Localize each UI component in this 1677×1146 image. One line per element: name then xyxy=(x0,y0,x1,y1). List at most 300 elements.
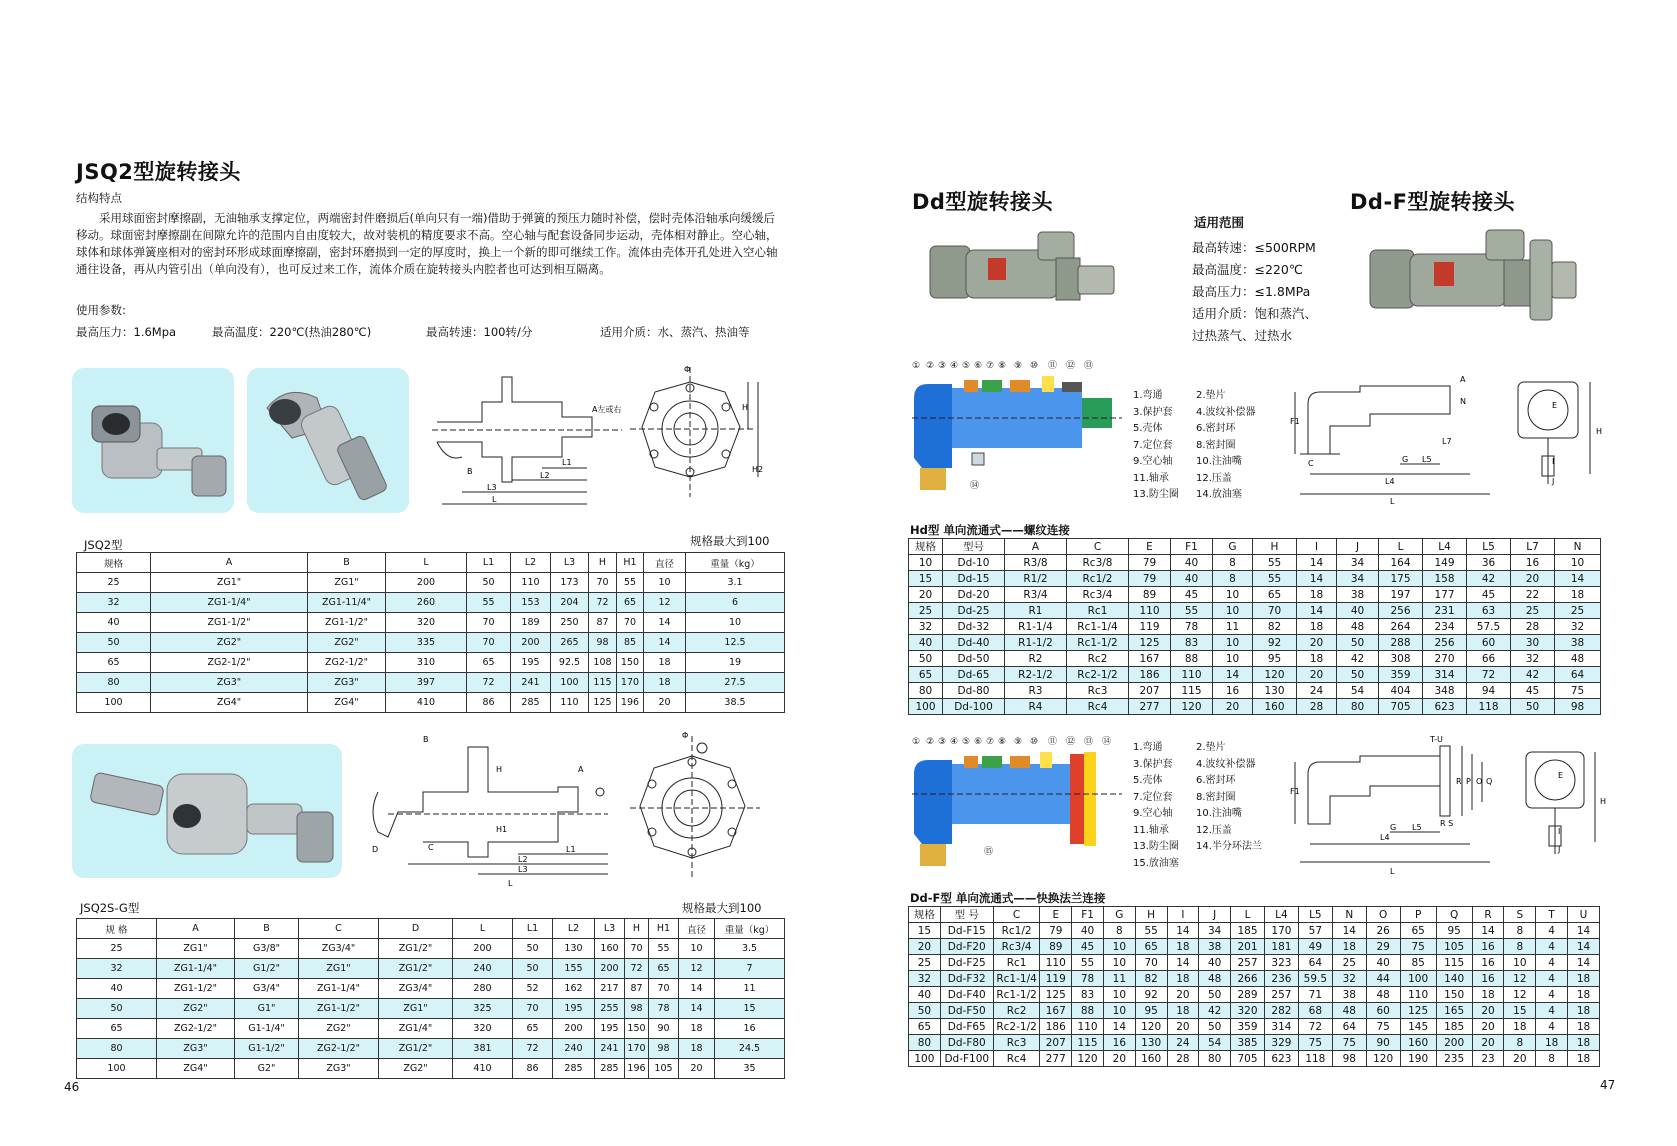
legend2-item: 9.空心轴 xyxy=(1133,808,1173,819)
table-cell: 100 xyxy=(551,673,589,693)
legend2-item: 5.壳体 xyxy=(1133,775,1163,786)
table-cell: 15 xyxy=(715,999,785,1019)
param-pressure: 最高压力：1.6Mpa xyxy=(76,325,177,339)
table-cell: 105 xyxy=(649,1059,679,1079)
table-cell: 68 xyxy=(1298,1003,1332,1019)
legend1-item: 14.放油塞 xyxy=(1196,489,1242,500)
table-cell: 308 xyxy=(1379,651,1423,667)
table-cell: 705 xyxy=(1379,699,1423,715)
table-cell: 40 xyxy=(909,987,941,1003)
table-cell: 150 xyxy=(1436,987,1472,1003)
table-cell: ZG1-1/2" xyxy=(299,999,379,1019)
table-header-row xyxy=(77,919,785,939)
legend1-item: 8.密封圈 xyxy=(1196,439,1236,451)
column-header: B xyxy=(308,553,386,573)
table-row xyxy=(909,699,1601,715)
table-cell: Dd-80 xyxy=(943,683,1005,699)
label-h1-2: H1 xyxy=(496,825,508,834)
legend1-item: 3.保护套 xyxy=(1133,406,1173,418)
table-cell: 190 xyxy=(1400,1051,1436,1067)
range-medium-2: 过热蒸气、过热水 xyxy=(1192,328,1293,343)
dim-l5-2: L5 xyxy=(1412,823,1422,832)
table-cell: G1-1/4" xyxy=(235,1019,299,1039)
table-cell: 234 xyxy=(1423,619,1467,635)
legend1-item: 1.弯通 xyxy=(1133,390,1163,401)
table-cell: 10 xyxy=(1555,555,1601,571)
table-cell: 40 xyxy=(909,635,943,651)
table-cell: 50 xyxy=(77,633,151,653)
table-cell: 16 xyxy=(1103,1035,1135,1051)
part-num-8: ⑧ xyxy=(998,737,1007,747)
part-num-7: ⑦ xyxy=(986,361,995,371)
table-cell: 27.5 xyxy=(686,673,785,693)
table-cell: 80 xyxy=(909,683,943,699)
table-cell: 282 xyxy=(1264,1003,1298,1019)
table-cell: 85 xyxy=(617,633,644,653)
table-cell: 10 xyxy=(1103,1003,1135,1019)
table-cell: 34 xyxy=(1337,571,1379,587)
table-cell: 125 xyxy=(1400,1003,1436,1019)
table-cell: 14 xyxy=(1167,955,1199,971)
part-num-10: ⑩ xyxy=(1030,361,1039,371)
table-cell: 70 xyxy=(1135,955,1167,971)
table-cell: G3/8" xyxy=(235,939,299,959)
table-cell: 11 xyxy=(1103,971,1135,987)
table-cell: 119 xyxy=(1129,619,1171,635)
table-cell: 18 xyxy=(1297,587,1337,603)
legend1-item: 6.密封环 xyxy=(1196,423,1236,434)
table-cell: 65 xyxy=(649,959,679,979)
table-cell: Dd-F100 xyxy=(940,1051,993,1067)
table-row xyxy=(909,987,1600,1003)
table-cell: 11 xyxy=(715,979,785,999)
table-cell: Dd-F15 xyxy=(940,923,993,939)
table-cell: 60 xyxy=(1467,635,1511,651)
table-cell: 200 xyxy=(511,633,551,653)
table-cell: 50 xyxy=(1511,699,1555,715)
table-cell: ZG1" xyxy=(308,573,386,593)
column-header: R xyxy=(1472,907,1504,923)
range-pressure: 最高压力：≤1.8MPa xyxy=(1192,284,1311,299)
part-num-13: ⑬ xyxy=(1084,737,1094,747)
part-num-3: ③ xyxy=(938,361,947,371)
table-cell: ZG1/4" xyxy=(379,1019,453,1039)
table-cell: 18 xyxy=(1568,971,1600,987)
table-cell: 55 xyxy=(617,573,644,593)
table-cell: 4 xyxy=(1536,987,1568,1003)
label-phi: Φ xyxy=(684,365,691,374)
table-cell: ZG1-11/4" xyxy=(308,593,386,613)
table-cell: ZG1-1/4" xyxy=(299,979,379,999)
jsq2-end-view xyxy=(630,362,768,512)
table-cell: R3/4 xyxy=(1005,587,1067,603)
table-row xyxy=(77,693,785,713)
part-num-14: ⑭ xyxy=(1102,737,1112,747)
table-cell: 55 xyxy=(1171,603,1213,619)
param-speed: 最高转速：100转/分 xyxy=(426,325,533,339)
table-cell: Rc3 xyxy=(1067,683,1129,699)
table-cell: ZG2" xyxy=(157,999,235,1019)
table-cell: 314 xyxy=(1264,1019,1298,1035)
table-cell: 14 xyxy=(1297,603,1337,619)
jsq2s-g-end-view xyxy=(630,728,770,888)
table-cell: 20 xyxy=(909,587,943,603)
table-row xyxy=(77,939,785,959)
table-cell: Rc2-1/2 xyxy=(1067,667,1129,683)
table-cell: ZG1-1/2" xyxy=(151,613,308,633)
column-header: L5 xyxy=(1298,907,1332,923)
table-cell: 14 xyxy=(1297,571,1337,587)
table-cell: 118 xyxy=(1467,699,1511,715)
table-cell: 65 xyxy=(617,593,644,613)
table-cell: 20 xyxy=(1472,1003,1504,1019)
table-cell: 11 xyxy=(1213,619,1253,635)
table-cell: R1/2 xyxy=(1005,571,1067,587)
table-cell: ZG1-1/4" xyxy=(157,959,235,979)
table-cell: 18 xyxy=(1555,587,1601,603)
column-header: L7 xyxy=(1511,539,1555,555)
table-cell: 70 xyxy=(1253,603,1297,619)
table-cell: 20 xyxy=(1213,699,1253,715)
table-cell: 14 xyxy=(1103,1019,1135,1035)
table-cell: 16 xyxy=(1511,555,1555,571)
table-cell: 118 xyxy=(1298,1051,1332,1067)
table-row xyxy=(909,683,1601,699)
table-cell: 70 xyxy=(513,999,553,1019)
label-l3-2: L3 xyxy=(518,865,528,874)
part-num-13: ⑬ xyxy=(1084,361,1094,371)
part-num-1: ① xyxy=(912,737,921,747)
table-cell: 66 xyxy=(1467,651,1511,667)
table-cell: 160 xyxy=(1135,1051,1167,1067)
table-cell: ZG2-1/2" xyxy=(308,653,386,673)
dim-l: L xyxy=(1390,497,1395,506)
table-cell: 78 xyxy=(1171,619,1213,635)
param-temperature: 最高温度：220℃(热油280℃) xyxy=(212,325,372,339)
column-header: H1 xyxy=(617,553,644,573)
jsq2-photo-side xyxy=(247,368,409,513)
table-cell: 10 xyxy=(1504,955,1536,971)
dd-photo xyxy=(928,228,1116,316)
table-cell: 196 xyxy=(617,693,644,713)
table-row xyxy=(909,667,1601,683)
table-cell: 250 xyxy=(551,613,589,633)
column-header: L4 xyxy=(1264,907,1298,923)
table-cell: 381 xyxy=(453,1039,513,1059)
table-cell: 385 xyxy=(1231,1035,1265,1051)
table1-caption: JSQ2型 xyxy=(84,538,123,552)
table-cell: 95 xyxy=(1436,923,1472,939)
column-header: L1 xyxy=(467,553,511,573)
column-header: L xyxy=(1231,907,1265,923)
dim-g-2: G xyxy=(1390,823,1397,832)
page-title-dd-f: Dd-F型旋转接头 xyxy=(1350,190,1516,214)
table-cell: 200 xyxy=(386,573,467,593)
table-cell: 10 xyxy=(1103,955,1135,971)
table-cell: ZG1-1/2" xyxy=(157,979,235,999)
table-cell: R1-1/2 xyxy=(1005,635,1067,651)
table-cell: 149 xyxy=(1423,555,1467,571)
table-cell: 241 xyxy=(595,1039,625,1059)
jsq2s-g-photo xyxy=(72,744,342,878)
table-cell: 70 xyxy=(649,979,679,999)
table-cell: 25 xyxy=(909,603,943,619)
column-header: E xyxy=(1040,907,1072,923)
table-cell: Dd-F32 xyxy=(940,971,993,987)
table-cell: 270 xyxy=(1423,651,1467,667)
table-cell: 72 xyxy=(513,1039,553,1059)
table-cell: ZG2" xyxy=(379,1059,453,1079)
table-cell: 54 xyxy=(1337,683,1379,699)
table-cell: Rc3 xyxy=(993,1035,1040,1051)
page-number-left: 46 xyxy=(64,1080,80,1094)
table-cell: 50 xyxy=(1199,1019,1231,1035)
table-cell: 80 xyxy=(1337,699,1379,715)
table-cell: 95 xyxy=(1135,1003,1167,1019)
table-cell: 88 xyxy=(1072,1003,1104,1019)
table-cell: ZG3" xyxy=(157,1039,235,1059)
table-cell: 20 xyxy=(1167,987,1199,1003)
table-row xyxy=(77,673,785,693)
table-cell: ZG2" xyxy=(299,1019,379,1039)
table-cell: 42 xyxy=(1199,1003,1231,1019)
table-cell: 18 xyxy=(1167,939,1199,955)
table-cell: 18 xyxy=(644,653,686,673)
table-cell: 75 xyxy=(1298,1035,1332,1051)
column-header: L3 xyxy=(551,553,589,573)
table-cell: Rc4 xyxy=(1067,699,1129,715)
hd-spec-table xyxy=(908,538,1601,715)
table-cell: 65 xyxy=(77,653,151,673)
column-header: 直径 xyxy=(679,919,715,939)
table-cell: 14 xyxy=(1568,939,1600,955)
part-num-5: ⑤ xyxy=(962,737,971,747)
table-cell: 185 xyxy=(1231,923,1265,939)
table-cell: 25 xyxy=(1332,955,1366,971)
dim-l4-2: L4 xyxy=(1380,833,1390,842)
table-cell: 50 xyxy=(513,939,553,959)
feature-heading: 结构特点 xyxy=(76,191,122,205)
table-cell: 70 xyxy=(589,573,617,593)
table-cell: 25 xyxy=(1555,603,1601,619)
table-cell: 87 xyxy=(589,613,617,633)
table-cell: 158 xyxy=(1423,571,1467,587)
table-cell: 24 xyxy=(1167,1035,1199,1051)
table-cell: 65 xyxy=(909,667,943,683)
dd-f-dimension-drawing xyxy=(1290,734,1610,884)
table-cell: 241 xyxy=(511,673,551,693)
table-cell: 10 xyxy=(1103,939,1135,955)
table-cell: 60 xyxy=(1366,1003,1400,1019)
table-cell: 130 xyxy=(553,939,595,959)
table-cell: 200 xyxy=(1436,1035,1472,1051)
table-cell: 177 xyxy=(1423,587,1467,603)
dim-a: A xyxy=(1460,375,1466,384)
label-c-2: C xyxy=(428,843,434,852)
table-cell: 16 xyxy=(1213,683,1253,699)
table-row xyxy=(909,587,1601,603)
table-cell: 160 xyxy=(595,939,625,959)
table-cell: 260 xyxy=(386,593,467,613)
label-l2: L2 xyxy=(540,471,550,480)
legend1-item: 4.波纹补偿器 xyxy=(1196,406,1256,418)
table-cell: 63 xyxy=(1467,603,1511,619)
table-cell: 32 xyxy=(1511,651,1555,667)
table-cell: 217 xyxy=(595,979,625,999)
table-cell: ZG4" xyxy=(151,693,308,713)
dd-part-legend xyxy=(1133,388,1276,504)
table-cell: 15 xyxy=(909,923,941,939)
table-cell: 32 xyxy=(909,619,943,635)
part-num-3: ③ xyxy=(938,737,947,747)
table-cell: 49 xyxy=(1298,939,1332,955)
table-cell: 207 xyxy=(1040,1035,1072,1051)
rotary-joint-image xyxy=(72,368,234,513)
table-cell: 48 xyxy=(1337,619,1379,635)
table-cell: 80 xyxy=(1199,1051,1231,1067)
table-cell: 38 xyxy=(1199,939,1231,955)
table-cell: R3/8 xyxy=(1005,555,1067,571)
table-cell: 623 xyxy=(1264,1051,1298,1067)
table-cell: 231 xyxy=(1423,603,1467,619)
table-cell: 55 xyxy=(467,593,511,613)
column-header: N xyxy=(1332,907,1366,923)
table-cell: 288 xyxy=(1379,635,1423,651)
table-cell: R2-1/2 xyxy=(1005,667,1067,683)
jsq2s-g-spec-table xyxy=(76,918,785,1079)
table-cell: 236 xyxy=(1264,971,1298,987)
table-cell: Dd-20 xyxy=(943,587,1005,603)
table-cell: 65 xyxy=(77,1019,157,1039)
label-l3: L3 xyxy=(487,483,497,492)
table-row xyxy=(77,979,785,999)
table-cell: 165 xyxy=(1436,1003,1472,1019)
table-cell: 35 xyxy=(715,1059,785,1079)
dd-f-cutaway-drawing xyxy=(912,734,1132,874)
feature-text: 采用球面密封摩擦副，无油轴承支撑定位，两端密封件磨损后(单向只有一端)借助于弹簧的预压力随时补偿，偿时壳体沿轴承向缓缓后移动。球面密封摩擦副在间隙允许的范围内自由度较大，故对装机的精度要求不高。空心轴与配套设备同步运动，壳体相对静止。空心轴，球体和球体弹簧座相对的密封环形成球面摩擦副，密封环磨损到一定的厚度时，换上一个新的即可继续工作。流体由壳体开孔处进入空心轴通往设备，再从内管引出（单向没有），也可反过来工作，流体介质在旋转接头内腔者也可达到相互隔离。 xyxy=(76,211,778,276)
table-cell: 10 xyxy=(1213,651,1253,667)
table-cell: 110 xyxy=(1072,1019,1104,1035)
table-cell: 10 xyxy=(679,939,715,959)
table-cell: 18 xyxy=(1568,987,1600,1003)
dd-f-spec-table xyxy=(908,906,1600,1067)
table-cell: 14 xyxy=(1167,923,1199,939)
rotary-joint-image-2 xyxy=(247,368,409,513)
jsq2-section-drawing xyxy=(432,362,622,517)
table-cell: 153 xyxy=(511,593,551,613)
table-cell: 623 xyxy=(1423,699,1467,715)
table-cell: 204 xyxy=(551,593,589,613)
table-cell: 40 xyxy=(1366,955,1400,971)
table-cell: 265 xyxy=(551,633,589,653)
table-cell: 92 xyxy=(1135,987,1167,1003)
dd-cutaway-drawing xyxy=(912,358,1122,502)
table-cell: 8 xyxy=(1504,923,1536,939)
table-cell: 32 xyxy=(1332,971,1366,987)
column-header: G xyxy=(1103,907,1135,923)
table-cell: 266 xyxy=(1231,971,1265,987)
table-cell: 120 xyxy=(1135,1019,1167,1035)
table-cell: 32 xyxy=(77,959,157,979)
table-cell: 320 xyxy=(386,613,467,633)
table-cell: 150 xyxy=(617,653,644,673)
table-cell: 167 xyxy=(1129,651,1171,667)
legend2-item: 13.防尘圈 xyxy=(1133,841,1179,852)
table-cell: 55 xyxy=(1072,955,1104,971)
table-cell: 48 xyxy=(1555,651,1601,667)
table-cell: 195 xyxy=(553,999,595,1019)
legend1-item: 10.注油嘴 xyxy=(1196,456,1242,467)
legend2-item: 1.弯通 xyxy=(1133,742,1163,753)
table-cell: 110 xyxy=(551,693,589,713)
table-cell: 12 xyxy=(679,959,715,979)
table-cell: 20 xyxy=(1472,1035,1504,1051)
table-cell: 50 xyxy=(77,999,157,1019)
label-l1: L1 xyxy=(562,458,572,467)
table-cell: 55 xyxy=(1135,923,1167,939)
table-cell: 57 xyxy=(1298,923,1332,939)
table-cell: 18 xyxy=(679,1039,715,1059)
table-cell: 40 xyxy=(1171,571,1213,587)
table-cell: Dd-40 xyxy=(943,635,1005,651)
table-cell: 14 xyxy=(1568,955,1600,971)
table-row xyxy=(909,971,1600,987)
table-cell: 320 xyxy=(453,1019,513,1039)
column-header: F1 xyxy=(1072,907,1104,923)
table-cell: 359 xyxy=(1231,1019,1265,1035)
dim-q: Q xyxy=(1486,777,1493,786)
table-cell: Dd-100 xyxy=(943,699,1005,715)
table-cell: 15 xyxy=(909,571,943,587)
table-cell: R4 xyxy=(1005,699,1067,715)
legend2-item: 6.密封环 xyxy=(1196,775,1236,786)
callout-15: ⑮ xyxy=(984,847,994,857)
table-cell: 94 xyxy=(1467,683,1511,699)
page-number-right: 47 xyxy=(1600,1078,1616,1092)
table-cell: Rc1 xyxy=(1067,603,1129,619)
dim-n: N xyxy=(1460,397,1466,406)
legend2-item: 8.密封圈 xyxy=(1196,791,1236,803)
table-cell: 110 xyxy=(1400,987,1436,1003)
table-cell: 170 xyxy=(1264,923,1298,939)
table-row xyxy=(77,633,785,653)
table-cell: 59.5 xyxy=(1298,971,1332,987)
param-medium: 适用介质：水、蒸汽、热油等 xyxy=(600,325,750,339)
table-cell: 40 xyxy=(1199,955,1231,971)
table-cell: 240 xyxy=(453,959,513,979)
table-cell: 79 xyxy=(1040,923,1072,939)
label-l2-2: L2 xyxy=(518,855,528,864)
table-cell: 289 xyxy=(1231,987,1265,1003)
table-cell: 38.5 xyxy=(686,693,785,713)
table-cell: 207 xyxy=(1129,683,1171,699)
part-num-8: ⑧ xyxy=(998,361,1007,371)
table-row xyxy=(77,593,785,613)
dim-l-2: L xyxy=(1390,867,1395,876)
dd-joint-image xyxy=(928,228,1116,316)
legend2-item: 11.轴承 xyxy=(1133,824,1169,836)
column-header: 规格 xyxy=(77,553,151,573)
table-cell: 18 xyxy=(1297,619,1337,635)
column-header: B xyxy=(235,919,299,939)
table-cell: 3.1 xyxy=(686,573,785,593)
table-cell: 90 xyxy=(1366,1035,1400,1051)
table-cell: 14 xyxy=(1213,667,1253,683)
legend1-item: 11.轴承 xyxy=(1133,472,1169,484)
label-l: L xyxy=(492,495,497,504)
table-cell: 65 xyxy=(467,653,511,673)
table-cell: 18 xyxy=(1568,1019,1600,1035)
